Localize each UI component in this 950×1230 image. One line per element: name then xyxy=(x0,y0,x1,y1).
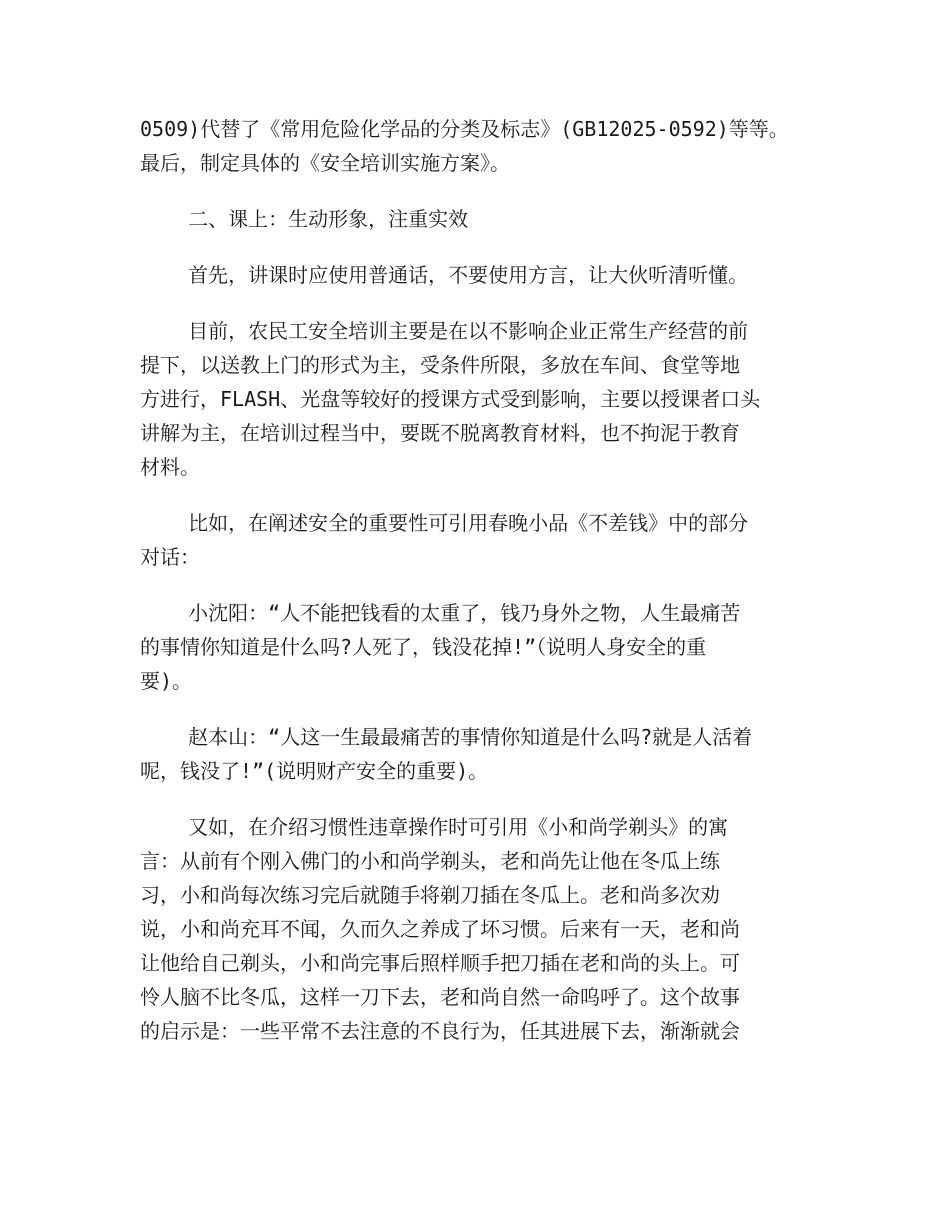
text-line: 又如，在介绍习惯性违章操作时可引用《小和尚学剃头》的寓 xyxy=(140,815,729,839)
paragraph-standards-replacement xyxy=(140,112,810,180)
text-line: 赵本山：“人这一生最最痛苦的事情你知道是什么吗?就是人活着 xyxy=(140,725,753,749)
text-line: 说，小和尚充耳不闻，久而久之养成了坏习惯。后来有一天，老和尚 xyxy=(140,917,740,941)
text-line: 材料。 xyxy=(140,455,200,479)
paragraph-mandarin xyxy=(140,258,810,292)
heading-line: 二、课上：生动形象，注重实效 xyxy=(140,207,469,231)
text-line: 的启示是：一些平常不去注意的不良行为，任其进展下去，渐渐就会 xyxy=(140,1019,740,1043)
text-line: 习，小和尚每次练习完后就随手将剃刀插在冬瓜上。老和尚多次劝 xyxy=(140,883,720,907)
paragraph-dialogue-xiaoshenyang xyxy=(140,596,810,698)
text-line: 让他给自己剃头，小和尚完事后照样顺手把刀插在老和尚的头上。可 xyxy=(140,951,740,975)
text-line: 目前，农民工安全培训主要是在以不影响企业正常生产经营的前 xyxy=(140,319,749,343)
text-line: 提下，以送教上门的形式为主，受条件所限，多放在车间、食堂等地 xyxy=(140,353,740,377)
paragraph-example-intro xyxy=(140,506,810,574)
text-line: 最后，制定具体的《安全培训实施方案》。 xyxy=(140,151,510,175)
text-line: 对话： xyxy=(140,545,200,569)
text-line: 首先，讲课时应使用普通话，不要使用方言，让大伙听清听懂。 xyxy=(140,263,749,287)
text-line: 怜人脑不比冬瓜，这样一刀下去，老和尚自然一命呜呼了。这个故事 xyxy=(140,985,740,1009)
text-line: 小沈阳：“人不能把钱看的太重了，钱乃身外之物，人生最痛苦 xyxy=(140,601,741,625)
text-line: 呢，钱没了!”(说明财产安全的重要)。 xyxy=(140,759,489,783)
text-line: 方进行，FLASH、光盘等较好的授课方式受到影响，主要以授课者口头 xyxy=(140,387,761,411)
document-body xyxy=(140,112,810,1048)
text-line: 比如，在阐述安全的重要性可引用春晚小品《不差钱》中的部分 xyxy=(140,511,749,535)
paragraph-fable-little-monk xyxy=(140,810,810,1048)
section-heading xyxy=(140,202,810,236)
text-line: 言：从前有个刚入佛门的小和尚学剃头，老和尚先让他在冬瓜上练 xyxy=(140,849,720,873)
text-line: 的事情你知道是什么吗?人死了，钱没花掉!”（说明人身安全的重 xyxy=(140,635,707,659)
paragraph-dialogue-zhaobenshan xyxy=(140,720,810,788)
text-line: 讲解为主，在培训过程当中，要既不脱离教育材料，也不拘泥于教育 xyxy=(140,421,740,445)
text-line: 要)。 xyxy=(140,669,193,693)
text-line: 0509)代替了《常用危险化学品的分类及标志》(GB12025-0592)等等。 xyxy=(140,117,789,141)
paragraph-training-method xyxy=(140,314,810,484)
